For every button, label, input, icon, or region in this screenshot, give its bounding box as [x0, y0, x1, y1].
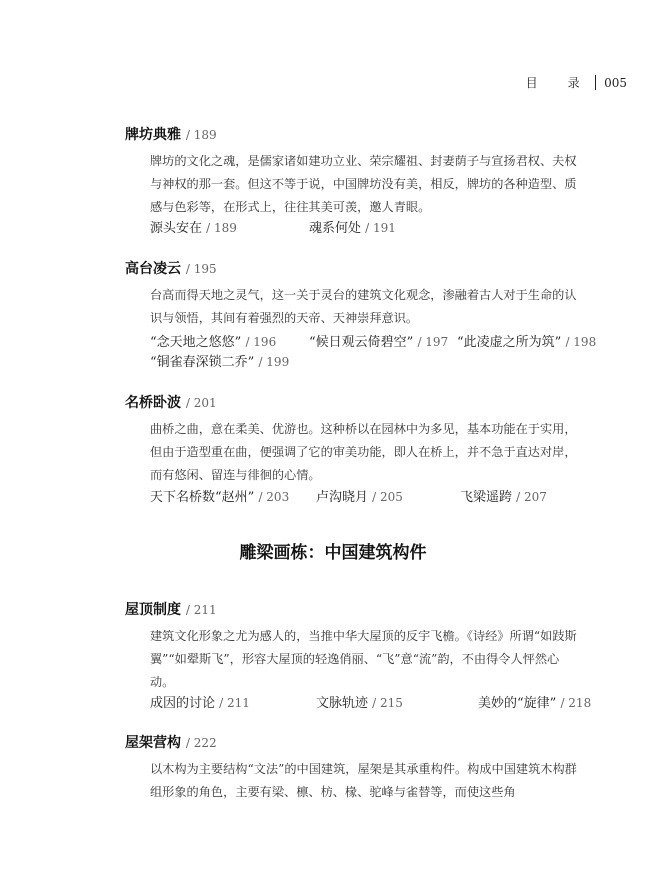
subentry-title: 天下名桥数“赵州”: [150, 490, 255, 505]
subentry-title: 卢沟晓月: [316, 490, 369, 505]
section-title-text: 名桥卧波: [125, 395, 181, 411]
subentry-title: 文脉轨迹: [316, 696, 369, 711]
subentry-page-number: / 189: [206, 221, 237, 235]
toc-subentry[interactable]: [150, 486, 289, 505]
subentry-page-number: / 218: [560, 696, 592, 710]
toc-subentry[interactable]: [150, 351, 289, 370]
section-description: 台高而得天地之灵气，这一关于灵台的建筑文化观念，渗融着古人对于生命的认识与领悟，其间有着强烈的天帝、天神崇拜意识。: [150, 288, 577, 325]
section-title-text: 屋架营构: [125, 735, 181, 751]
toc-subentry[interactable]: [150, 217, 237, 236]
section-description: 曲桥之曲，意在柔美、优游也。这种桥以在园林中为多见，基本功能在于实用，但由于造型重在曲，便强调了它的审美功能，即人在桥上，并不急于直达对岸，而有悠闲、留连与徘徊的心情。: [150, 422, 577, 482]
subentry-page-number: / 211: [219, 696, 250, 710]
section-page-number: / 189: [185, 128, 217, 142]
section-page-number: / 195: [185, 262, 217, 276]
subentry-title: “此凌虚之所为筑”: [457, 335, 562, 350]
subentry-title: 源头安在: [150, 221, 203, 236]
toc-subentry[interactable]: [460, 486, 547, 505]
subentry-page-number: / 198: [565, 335, 597, 349]
section-title-text: 屋顶制度: [125, 602, 181, 618]
section-page-number: / 222: [185, 736, 217, 750]
part-title[interactable]: 雕梁画栋：中国建筑构件: [239, 543, 427, 563]
toc-subentry[interactable]: [478, 692, 591, 711]
subentry-title: 成因的讨论: [150, 696, 216, 711]
toc-subentry[interactable]: [457, 331, 596, 350]
header-label: 目 录: [525, 76, 589, 90]
section-page-number: / 201: [185, 396, 217, 410]
toc-subentry[interactable]: [316, 692, 403, 711]
header-page-number: 005: [604, 76, 627, 90]
subentry-title: “候日观云倚碧空”: [309, 335, 414, 350]
subentry-page-number: / 203: [258, 490, 290, 504]
toc-entry-title[interactable]: [125, 258, 217, 278]
subentry-title: 魂系何处: [309, 221, 362, 236]
subentry-page-number: / 196: [245, 335, 277, 349]
toc-subentry[interactable]: [150, 331, 276, 350]
toc-entry-title[interactable]: [125, 124, 217, 144]
subentry-title: “铜雀春深锁二乔”: [150, 355, 255, 370]
subentry-page-number: / 207: [516, 490, 547, 504]
subentry-title: 美妙的“旋律”: [478, 696, 557, 711]
section-description: 建筑文化形象之尤为感人的，当推中华大屋顶的反宇飞檐。《诗经》所谓“如跂斯翼”“如翚斯飞”，形容大屋顶的轻逸俏丽、“飞”意“流”韵，不由得令人怦然心动。: [150, 629, 577, 689]
subentry-title: “念天地之悠悠”: [150, 335, 242, 350]
toc-entry-title[interactable]: [125, 732, 217, 752]
toc-subentry[interactable]: [309, 331, 448, 350]
section-description: 牌坊的文化之魂，是儒家诸如建功立业、荣宗耀祖、封妻荫子与宣扬君权、夫权与神权的那一套。但这不等于说，中国牌坊没有美，相反，牌坊的各种造型、质感与色彩等，在形式上，往往其美可羡，邀人青眼。: [150, 154, 577, 214]
toc-entry-title[interactable]: [125, 392, 217, 412]
toc-subentry[interactable]: [309, 217, 396, 236]
subentry-page-number: / 199: [258, 355, 290, 369]
section-description: 以木构为主要结构“文法”的中国建筑，屋架是其承重构件。构成中国建筑木构群组形象的角色，主要有梁、檩、枋、椽、驼峰与雀替等，而使这些角: [150, 762, 577, 799]
subentry-page-number: / 191: [365, 221, 396, 235]
section-page-number: / 211: [185, 603, 217, 617]
header-divider: [595, 75, 597, 90]
subentry-page-number: / 197: [417, 335, 449, 349]
subentry-page-number: / 215: [372, 696, 403, 710]
section-title-text: 牌坊典雅: [125, 127, 181, 143]
toc-subentry[interactable]: [316, 486, 403, 505]
subentry-title: 飞梁遥跨: [460, 490, 513, 505]
running-header: [526, 74, 627, 91]
subentry-page-number: / 205: [372, 490, 403, 504]
toc-subentry[interactable]: [150, 692, 250, 711]
toc-entry-title[interactable]: [125, 599, 217, 619]
section-title-text: 高台凌云: [125, 261, 181, 277]
